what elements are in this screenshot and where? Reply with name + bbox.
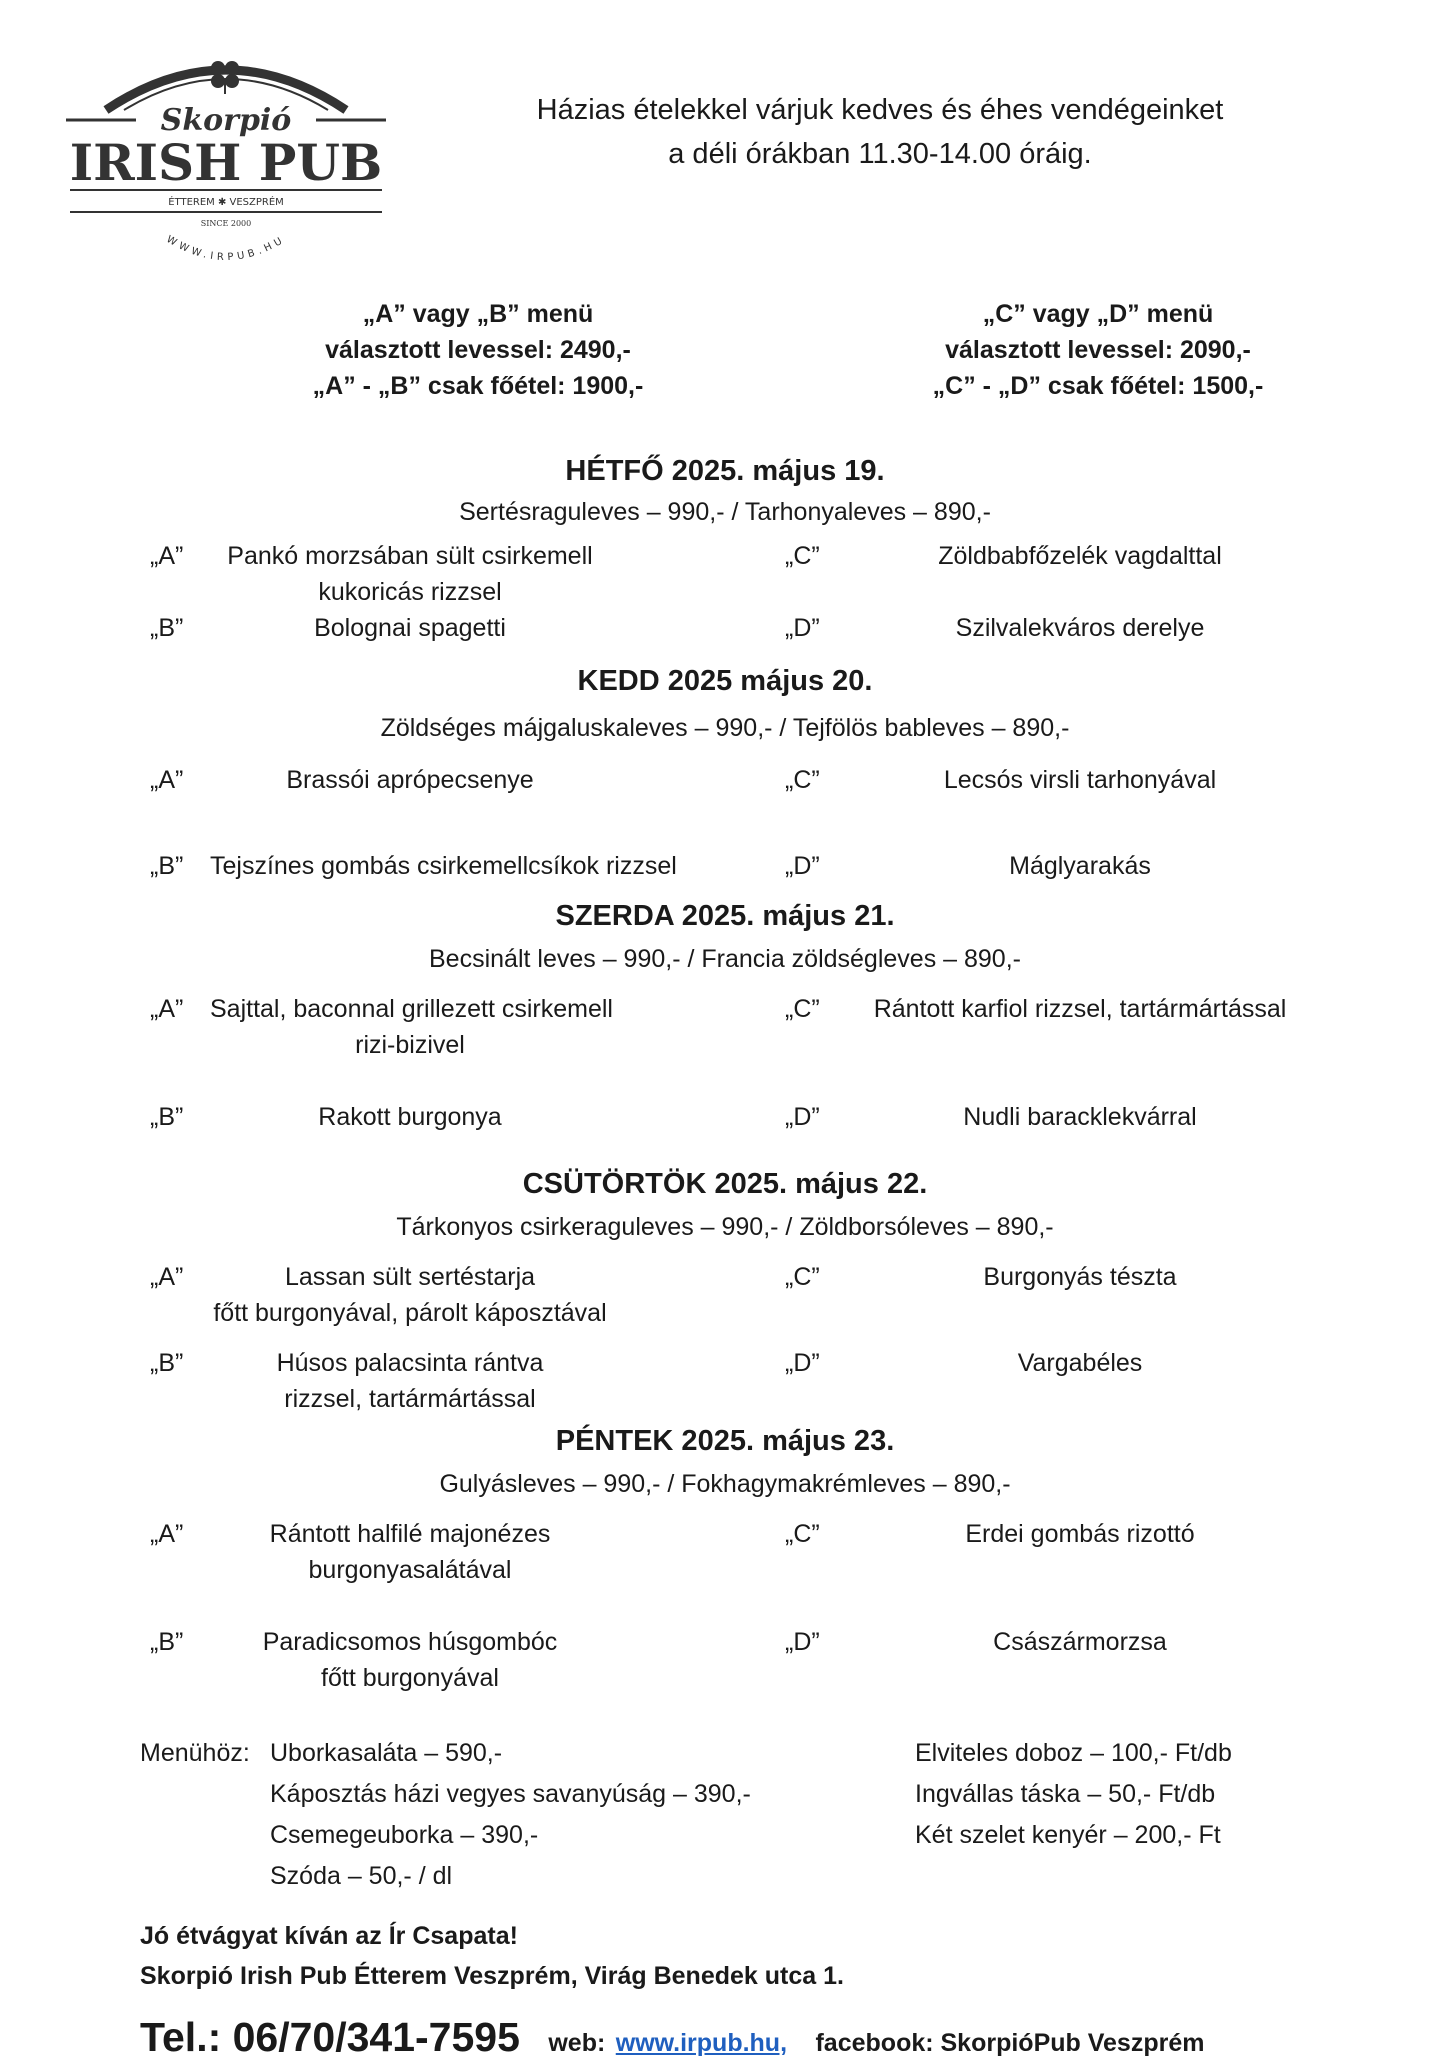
menu-code-a: „A” bbox=[150, 542, 184, 570]
extras-right bbox=[915, 1733, 1315, 1856]
day-title: CSÜTÖRTÖK 2025. május 22. bbox=[522, 1168, 928, 1200]
menu-code-b: „B” bbox=[150, 1103, 184, 1131]
pricing-ab-line-3: „A” - „B” csak főétel: 1900,- bbox=[312, 372, 644, 400]
menu-code-a: „A” bbox=[150, 766, 184, 794]
menu-dish-d: Máglyarakás bbox=[1009, 852, 1151, 880]
pricing-ab-line-1: „A” vagy „B” menü bbox=[362, 300, 594, 328]
menu-code-b: „B” bbox=[150, 852, 184, 880]
web-label: web: bbox=[548, 2029, 606, 2057]
menu-row-ac bbox=[140, 1259, 1310, 1345]
extras-item: Szóda – 50,- / dl bbox=[270, 1862, 453, 1890]
day-title: KEDD 2025 május 20. bbox=[577, 665, 873, 697]
day-soups: Becsinált leves – 990,- / Francia zöldségleves – 890,- bbox=[429, 945, 1021, 973]
logo-since: SINCE 2000 bbox=[200, 219, 252, 228]
menu-code-d: „D” bbox=[785, 1349, 820, 1377]
extras-right-item: Ingvállas táska – 50,- Ft/db bbox=[915, 1780, 1216, 1808]
day-soups: Zöldséges májgaluskaleves – 990,- / Tejfölös bableves – 890,- bbox=[380, 714, 1070, 742]
menu-code-a: „A” bbox=[150, 995, 184, 1023]
day-tuesday bbox=[140, 662, 1310, 920]
day-title: HÉTFŐ 2025. május 19. bbox=[565, 455, 885, 487]
logo-script: Skorpió bbox=[160, 103, 292, 138]
menu-code-d: „D” bbox=[785, 1628, 820, 1656]
footer-greeting: Jó étvágyat kíván az Ír Csapata! bbox=[140, 1922, 518, 1950]
pricing-cd-line-1: „C” vagy „D” menü bbox=[982, 300, 1214, 328]
day-thursday bbox=[140, 1165, 1310, 1417]
day-friday bbox=[140, 1422, 1310, 1696]
menu-dish-d: Vargabéles bbox=[1017, 1349, 1143, 1377]
menu-dish-b: Bolognai spagetti bbox=[314, 614, 506, 642]
extras-item: Uborkasaláta – 590,- bbox=[270, 1739, 503, 1767]
footer-address: Skorpió Irish Pub Étterem Veszprém, Virág Benedek utca 1. bbox=[140, 1962, 844, 1990]
menu-dish-a: Brassói aprópecsenye bbox=[286, 766, 534, 794]
menu-code-a: „A” bbox=[150, 1520, 184, 1548]
intro-text bbox=[480, 88, 1280, 176]
pricing-cd-line-3: „C” - „D” csak főétel: 1500,- bbox=[932, 372, 1264, 400]
pricing-cd-line-2: választott levessel: 2090,- bbox=[945, 336, 1251, 364]
website-link[interactable]: www.irpub.hu, bbox=[615, 2029, 788, 2057]
menu-code-a: „A” bbox=[150, 1263, 184, 1291]
pricing-ab bbox=[198, 296, 758, 404]
menu-dish-d: Császármorzsa bbox=[993, 1628, 1167, 1656]
menu-code-c: „C” bbox=[785, 766, 820, 794]
logo-main: IRISH PUB bbox=[69, 133, 383, 192]
menu-dish-a: Sajttal, baconnal grillezett csirkemell rizi-bizivel bbox=[210, 995, 613, 1059]
day-soups: Gulyásleves – 990,- / Fokhagymakrémleves – 890,- bbox=[439, 1470, 1011, 1498]
menu-row-ac bbox=[140, 991, 1310, 1099]
menu-code-d: „D” bbox=[785, 852, 820, 880]
footer-contact bbox=[140, 2014, 1204, 2061]
phone-number: Tel.: 06/70/341-7595 bbox=[140, 2014, 520, 2060]
menu-dish-d: Szilvalekváros derelye bbox=[955, 614, 1205, 642]
facebook-text: facebook: SkorpióPub Veszprém bbox=[815, 2029, 1205, 2057]
extras-right-item: Elviteles doboz – 100,- Ft/db bbox=[915, 1739, 1232, 1767]
menu-code-c: „C” bbox=[785, 1520, 820, 1548]
pub-logo bbox=[66, 40, 386, 270]
menu-dish-c: Zöldbabfőzelék vagdalttal bbox=[938, 542, 1222, 570]
menu-dish-c: Erdei gombás rizottó bbox=[965, 1520, 1195, 1548]
menu-code-c: „C” bbox=[785, 995, 820, 1023]
menu-row-bd bbox=[140, 1099, 1310, 1171]
day-title: PÉNTEK 2025. május 23. bbox=[555, 1425, 895, 1457]
menu-code-b: „B” bbox=[150, 614, 184, 642]
menu-row-bd bbox=[140, 1624, 1310, 1696]
menu-dish-b: Tejszínes gombás csirkemellcsíkok rizzsel bbox=[210, 852, 677, 880]
menu-dish-a: Rántott halfilé majonézes burgonyasalátával bbox=[269, 1520, 551, 1584]
menu-code-c: „C” bbox=[785, 1263, 820, 1291]
menu-row-ac bbox=[140, 1516, 1310, 1624]
menu-code-b: „B” bbox=[150, 1628, 184, 1656]
logo-sub: ÉTTEREM ✱ VESZPRÉM bbox=[168, 197, 284, 208]
intro-line-1: Házias ételekkel várjuk kedves és éhes vendégeinket bbox=[536, 94, 1224, 126]
menu-dish-c: Lecsós virsli tarhonyával bbox=[943, 766, 1217, 794]
extras-label: Menühöz: bbox=[140, 1739, 250, 1767]
menu-code-d: „D” bbox=[785, 1103, 820, 1131]
menu-dish-b: Paradicsomos húsgombóc főtt burgonyával bbox=[262, 1628, 558, 1692]
logo-web-arc: WWW.IRPUB.HU bbox=[164, 233, 288, 264]
menu-code-c: „C” bbox=[785, 542, 820, 570]
menu-dish-a: Pankó morzsában sült csirkemell kukoricás rizzsel bbox=[227, 542, 593, 606]
menu-dish-b: Rakott burgonya bbox=[318, 1103, 502, 1131]
menu-dish-c: Rántott karfiol rizzsel, tartármártással bbox=[873, 995, 1287, 1023]
menu-row-ac bbox=[140, 538, 1310, 610]
menu-dish-b: Húsos palacsinta rántva rizzsel, tartármártással bbox=[276, 1349, 544, 1413]
pricing-ab-line-2: választott levessel: 2490,- bbox=[325, 336, 631, 364]
day-soups: Sertésraguleves – 990,- / Tarhonyaleves – 890,- bbox=[459, 498, 991, 526]
pricing-cd bbox=[818, 296, 1378, 404]
menu-row-bd bbox=[140, 1345, 1310, 1417]
menu-dish-d: Nudli baracklekvárral bbox=[963, 1103, 1197, 1131]
day-soups: Tárkonyos csirkeraguleves – 990,- / Zöldborsóleves – 890,- bbox=[396, 1213, 1054, 1241]
intro-line-2: a déli órákban 11.30-14.00 óráig. bbox=[668, 138, 1092, 170]
menu-row-ac bbox=[140, 762, 1310, 848]
extras-item: Káposztás házi vegyes savanyúság – 390,- bbox=[270, 1780, 751, 1808]
menu-dish-a: Lassan sült sertéstarja főtt burgonyával, párolt káposztával bbox=[213, 1263, 607, 1327]
day-wednesday bbox=[140, 897, 1310, 1171]
day-monday bbox=[140, 452, 1310, 682]
extras-item: Csemegeuborka – 390,- bbox=[270, 1821, 539, 1849]
menu-code-d: „D” bbox=[785, 614, 820, 642]
menu-dish-c: Burgonyás tészta bbox=[983, 1263, 1177, 1291]
menu-code-b: „B” bbox=[150, 1349, 184, 1377]
extras-right-item: Két szelet kenyér – 200,- Ft bbox=[915, 1821, 1221, 1849]
day-title: SZERDA 2025. május 21. bbox=[555, 900, 895, 932]
